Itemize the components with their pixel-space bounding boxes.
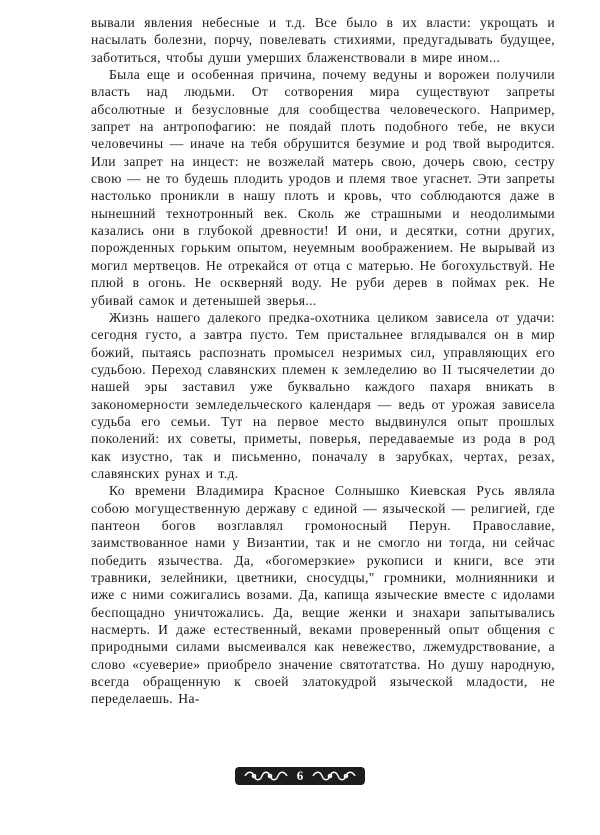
paragraph-2: Была еще и особенная причина, почему ведуны и ворожеи получили власть над людьми. От сотворения мира существуют запреты абсолютные и безусловные для сообщества человеческого. Например, запрет на антропофагию: не поядай плоть подобного тебе, не вкуси человечины — иначе на тебя обрушится безумие и род твой выродится. Или запрет на инцест: не возжелай матерь свою, дочерь свою, сестру свою — не то будешь плодить уродов и племя твое угаснет. Эти запреты настолько проникли в нашу плоть и кровь, что соблюдаются даже в нынешний технотронный век. Сколь же страшными и неодолимыми казались они в глубокой древности! И они, и десятки, сотни других, порожденных горьким опытом, неуемным воображением. Не вырывай из могил мертвецов. Не отрекайся от отца с матерью. Не богохульствуй. Не плюй в огонь. Не оскверняй воду. Не руби дерев в поймах рек. Не убивай самок и детенышей зверья... [91, 67, 555, 308]
right-ornament-icon [311, 770, 357, 782]
paragraph-4: Ко времени Владимира Красное Солнышко Киевская Русь являла собою могущественную державу с единой — языческой — религией, где пантеон богов возглавлял громоносный Перун. Православие, заимствованное нами у Византии, так и не смогло ни тогда, ни сейчас победить язычества. Да, «богомерзкие» рукописи и книги, все эти травники, зелейники, цветники, сносудцы," громники, молниянники и иже с ними сожигались возами. Да, капища языческие вместе с идолами беспощадно уничтожались. Да, вещие женки и знахари запытывались насмерть. И даже естественный, веками проверенный опыт общения с природными силами высмеивался как невежество, лжемудрствование, а слово «суеверие» приобрело значение святотатства. Но душу народную, всегда обращенную к своей златокудрой языческой младости, не переделаешь. На- [91, 483, 555, 707]
page-body-text [91, 14, 555, 708]
page-footer [0, 764, 600, 788]
left-ornament-icon [243, 770, 289, 782]
paragraph-1: вывали явления небесные и т.д. Все было в их власти: укрощать и насылать болезни, порчу, повелевать стихиями, предугадывать будущее, заботиться, чтобы души умерших блаженствовали в мире ином... [91, 15, 555, 65]
page-number: 6 [296, 768, 304, 783]
page-number-ornament [235, 767, 366, 785]
paragraph-3: Жизнь нашего далекого предка-охотника целиком зависела от удачи: сегодня густо, а завтра пусто. Тем пристальнее вглядывался он в мир божий, пытаясь распознать промысел незримых сил, управляющих его судьбою. Переход славянских племен к земледелию во II тысячелетии до нашей эры заставил уже буквально каждого пахаря вникать в закономерности земледельческого календаря — ведь от урожая зависела судьба его семьи. Тут на первое место выдвинулся опыт прошлых поколений: их советы, приметы, поверья, передаваемые из рода в род как изустно, так и письменно, поначалу в зарубках, чертах, резах, славянских рунах и т.д. [91, 309, 555, 481]
